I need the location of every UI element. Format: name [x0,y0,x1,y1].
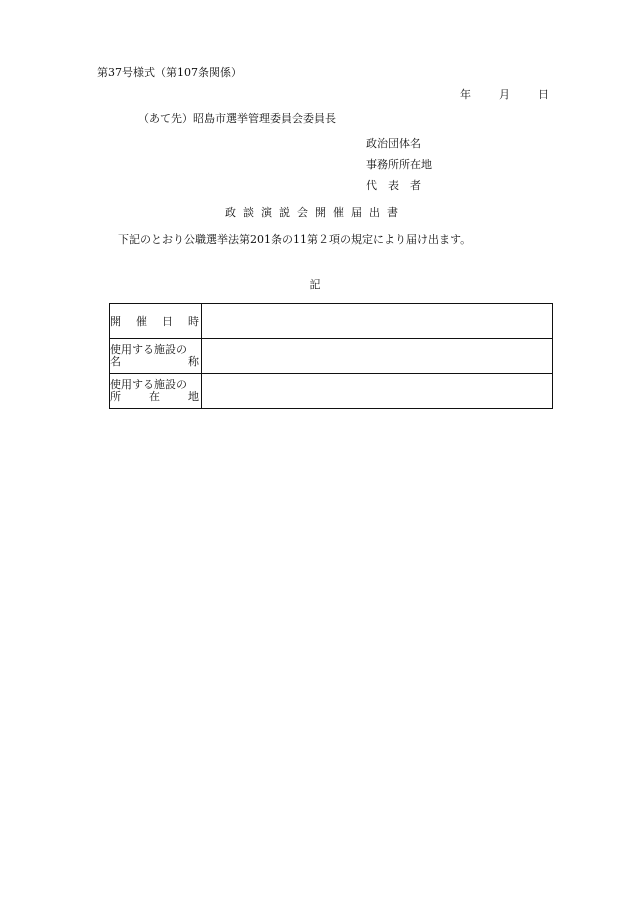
facility-name-label-top: 使用する施設の [110,343,187,356]
datetime-label [110,304,202,339]
table-row-facility-address [110,374,553,409]
facility-name-label [110,339,202,374]
facility-name-value[interactable] [202,339,553,374]
date-line [460,88,549,102]
facility-address-label-top: 使用する施設の [110,378,187,391]
date-month: 月 [499,88,510,101]
label-char: 催 [136,315,147,328]
date-day: 日 [538,88,549,101]
table-row-facility-name [110,339,553,374]
label-char: 時 [188,315,199,328]
record-heading: 記 [309,278,321,291]
body-text: 下記のとおり公職選挙法第201条の11第２項の規定により届け出ます。 [118,233,472,246]
applicant-fields [366,137,432,200]
label-char: 地 [188,390,199,403]
facility-address-value[interactable] [202,374,553,409]
office-address-label: 事務所所在地 [366,158,432,171]
organization-name-label: 政治団体名 [366,137,421,150]
label-char: 日 [162,315,173,328]
label-char: 所 [110,390,121,403]
document-title: 政談演説会開催届出書 [225,206,405,219]
datetime-value[interactable] [202,304,553,339]
facility-address-label [110,374,202,409]
label-char: 名 [110,355,121,368]
label-char: 在 [149,390,160,403]
label-char: 開 [110,315,121,328]
label-char: 称 [188,355,199,368]
table-row-datetime [110,304,553,339]
date-year: 年 [460,88,471,101]
detail-table [109,303,553,409]
form-number: 第37号様式（第107条関係） [97,66,242,79]
representative-label: 代 表 者 [366,179,421,192]
addressee: （あて先）昭島市選挙管理委員会委員長 [138,112,336,125]
